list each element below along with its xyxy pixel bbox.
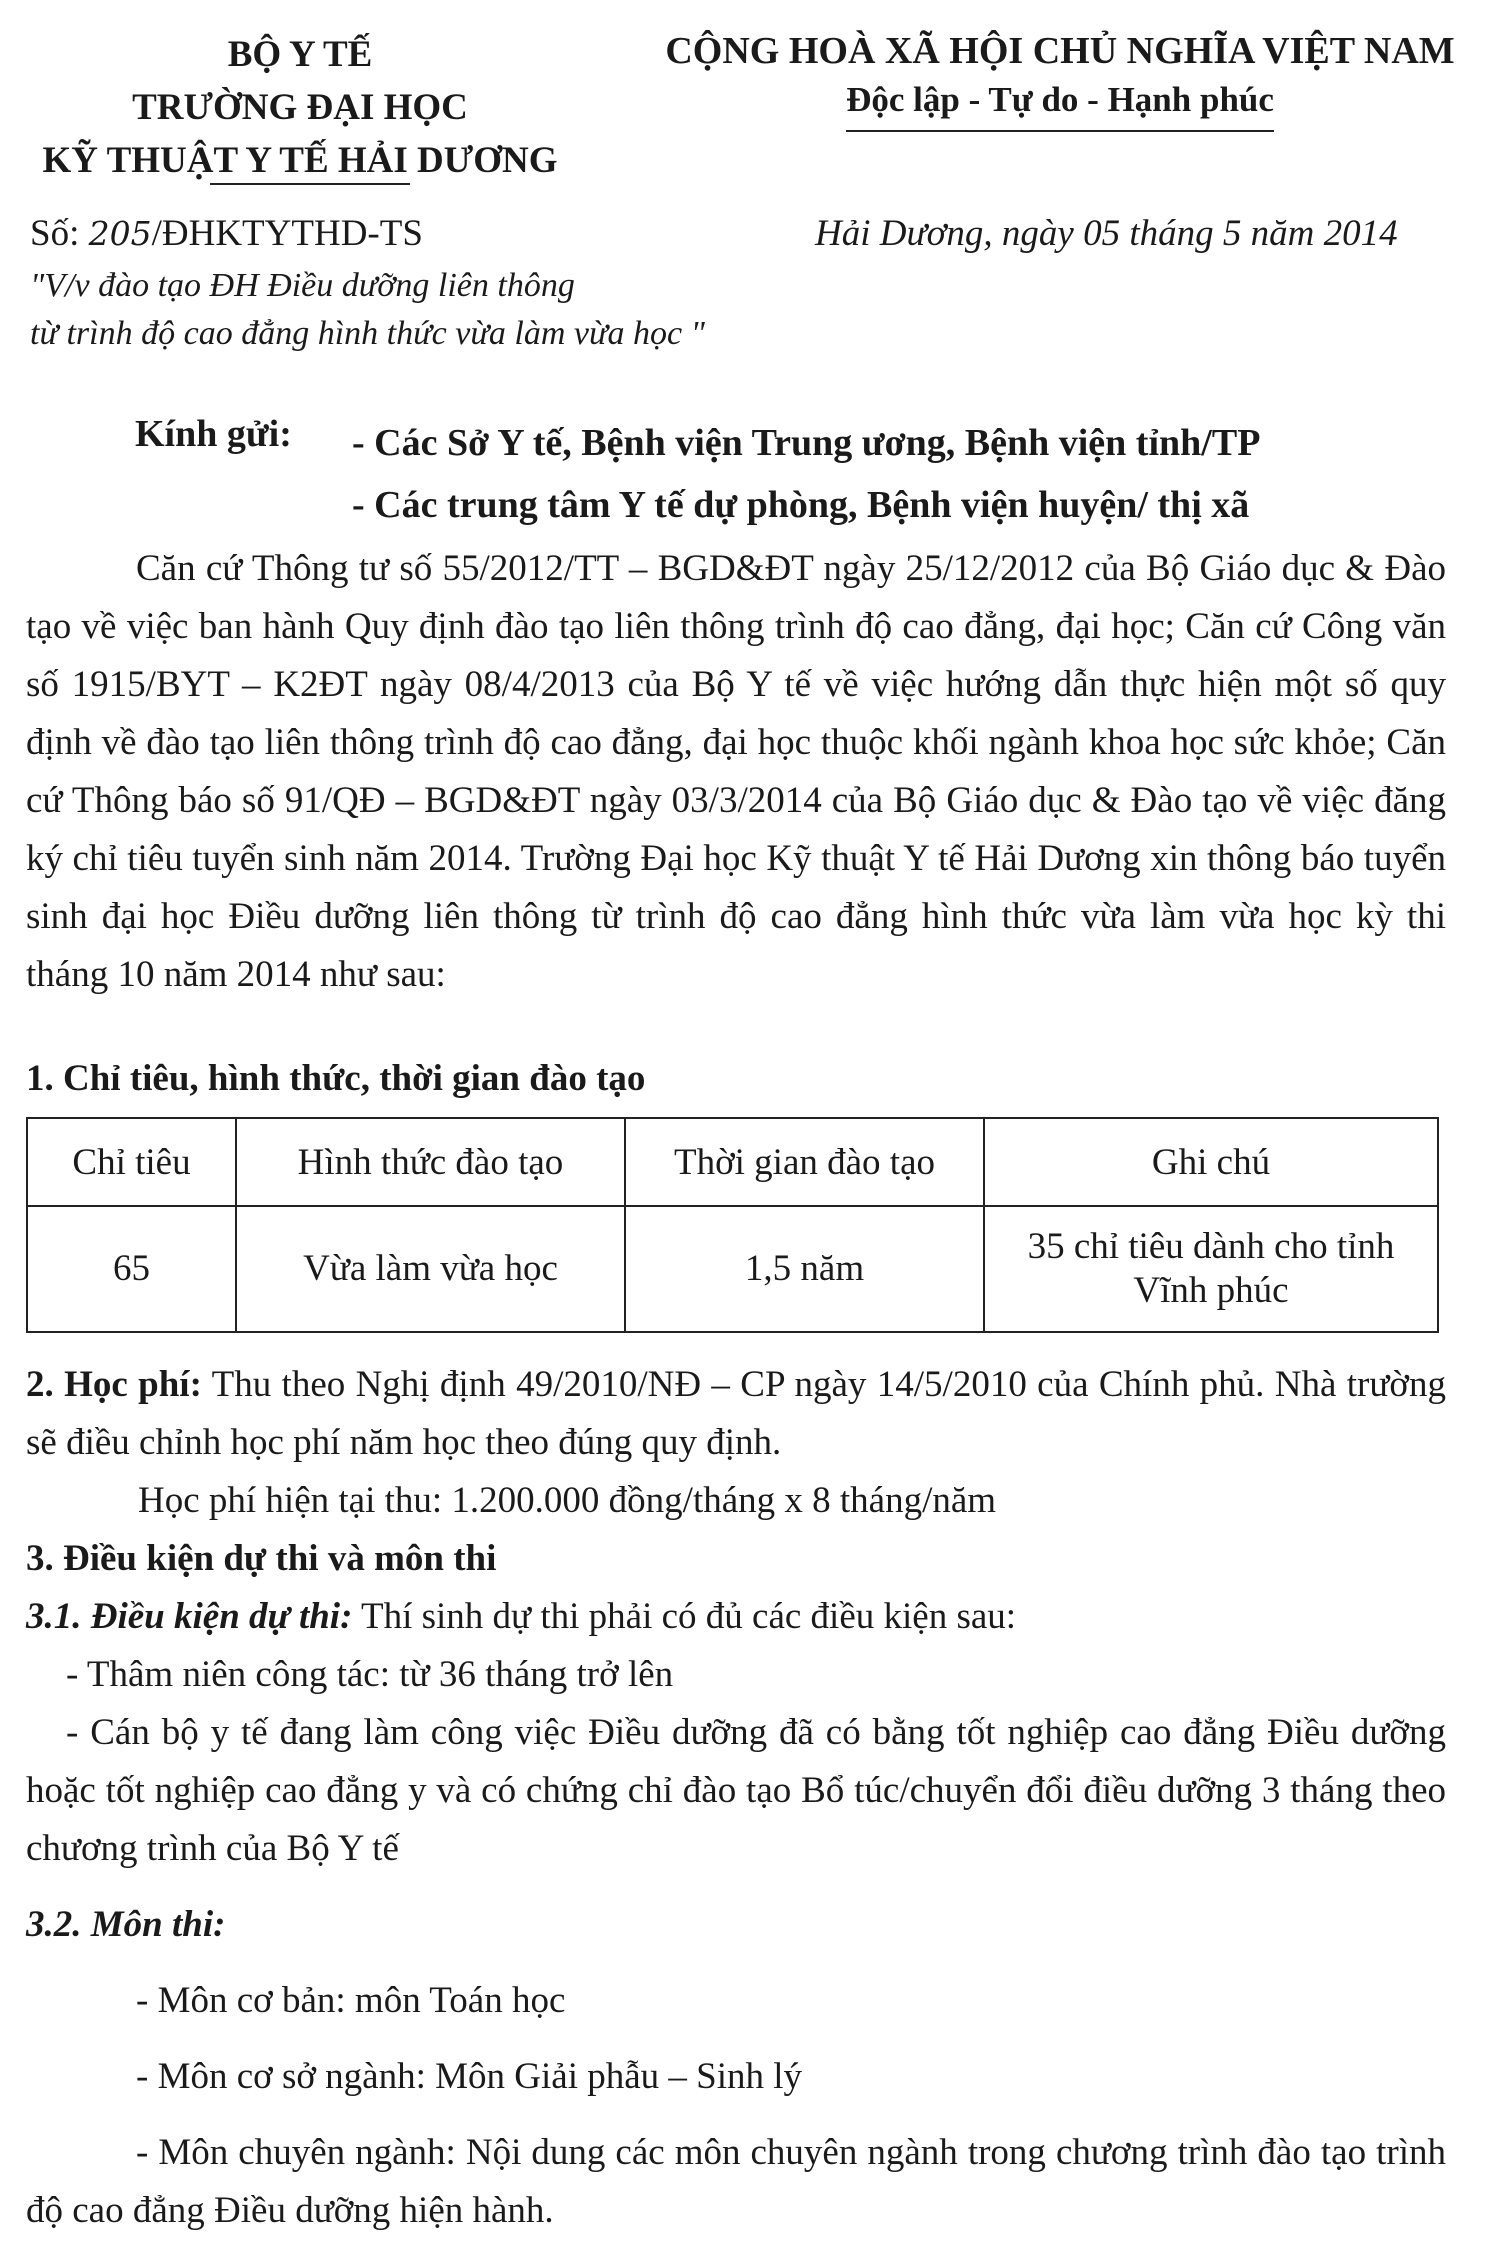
table-header-cell: Thời gian đào tạo [625, 1118, 984, 1206]
section-2-text: Thu theo Nghị định 49/2010/NĐ – CP ngày 14/5/2010 của Chính phủ. Nhà trường sẽ điều chỉnh học phí năm học theo đúng quy định. [26, 1364, 1446, 1463]
recipients-list [352, 412, 1260, 536]
intro-text: Căn cứ Thông tư số 55/2012/TT – BGD&ĐT ngày 25/12/2012 của Bộ Giáo dục & Đào tạo về việc ban hành Quy định đào tạo liên thông trình độ cao đẳng, đại học; Căn cứ Công văn số 1915/BYT – K2ĐT ngày 08/4/2013 của Bộ Y tế về việc hướng dẫn thực hiện một số quy định về đào tạo liên thông trình độ cao đẳng, đại học thuộc khối ngành khoa học sức khỏe; Căn cứ Thông báo số 91/QĐ – BGD&ĐT ngày 03/3/2014 của Bộ Giáo dục & Đào tạo về việc đăng ký chỉ tiêu tuyển sinh năm 2014. Trường Đại học Kỹ thuật Y tế Hải Dương xin thông báo tuyển sinh đại học Điều dưỡng liên thông từ trình độ cao đẳng hình thức vừa làm vừa học kỳ thi tháng 10 năm 2014 như sau: [26, 548, 1446, 995]
table-cell-form: Vừa làm vừa học [236, 1206, 625, 1332]
intro-paragraph [26, 540, 1446, 1004]
condition-item: - Cán bộ y tế đang làm công việc Điều dưỡng đã có bằng tốt nghiệp cao đẳng Điều dưỡng hoặc tốt nghiệp cao đẳng y và có chứng chỉ đào tạo Bổ túc/chuyển đổi điều dưỡng 3 tháng theo chương trình của Bộ Y tế [26, 1712, 1446, 1869]
handwritten-number: 205 [88, 214, 152, 253]
recipients-label: Kính gửi: [135, 413, 292, 455]
subject-line [30, 262, 705, 358]
subject-line-2: từ trình độ cao đẳng hình thức vừa làm vừa học " [30, 315, 705, 352]
table-header-cell: Chỉ tiêu [27, 1118, 236, 1206]
table-cell-duration: 1,5 năm [625, 1206, 984, 1332]
ministry-name: BỘ Y TẾ [227, 34, 373, 75]
note-line-2: Vĩnh phúc [1133, 1270, 1289, 1311]
document-number [30, 212, 423, 255]
school-name-line2: KỸ THUẬT Y TẾ HẢI DƯƠNG [42, 140, 558, 181]
subsection-3-1-text: Thí sinh dự thi phải có đủ các điều kiện sau: [352, 1596, 1017, 1637]
document-date: Hải Dương, ngày 05 tháng 5 năm 2014 [815, 213, 1398, 254]
table-cell-note [984, 1206, 1438, 1332]
exam-subject-item: - Môn cơ bản: môn Toán học [136, 1980, 566, 2021]
exam-subject-item: - Môn cơ sở ngành: Môn Giải phẫu – Sinh lý [136, 2056, 803, 2097]
number-code: /ĐHKTYTHD-TS [151, 213, 423, 254]
national-motto: Độc lập - Tự do - Hạnh phúc [846, 78, 1274, 132]
training-table [26, 1117, 1439, 1333]
table-header-cell: Ghi chú [984, 1118, 1438, 1206]
table-cell-quota: 65 [27, 1206, 236, 1332]
table-header-row [27, 1118, 1438, 1206]
exam-subject-item: - Môn chuyên ngành: Nội dung các môn chuyên ngành trong chương trình đào tạo trình độ cao đẳng Điều dưỡng hiện hành. [26, 2132, 1446, 2231]
note-line-1: 35 chỉ tiêu dành cho tỉnh [1027, 1226, 1395, 1267]
condition-item: - Thâm niên công tác: từ 36 tháng trở lên [66, 1654, 674, 1695]
national-header [640, 24, 1480, 132]
table-header-cell: Hình thức đào tạo [236, 1118, 625, 1206]
section-2-title: 2. Học phí: [26, 1364, 202, 1405]
header-divider [210, 183, 410, 185]
subsection-3-1-title: 3.1. Điều kiện dự thi: [26, 1596, 353, 1637]
section-2 [26, 1356, 1446, 1530]
section-3 [26, 1530, 1446, 2240]
current-fee: Học phí hiện tại thu: 1.200.000 đồng/tháng x 8 tháng/năm [138, 1480, 997, 1521]
nation-title: CỘNG HOÀ XÃ HỘI CHỦ NGHĨA VIỆT NAM [665, 30, 1455, 72]
school-name-line1: TRƯỜNG ĐẠI HỌC [132, 87, 468, 128]
subject-line-1: "V/v đào tạo ĐH Điều dưỡng liên thông [30, 267, 575, 304]
section-3-title: 3. Điều kiện dự thi và môn thi [26, 1538, 497, 1579]
recipient-item: - Các trung tâm Y tế dự phòng, Bệnh viện huyện/ thị xã [352, 484, 1250, 526]
section-1-title: 1. Chỉ tiêu, hình thức, thời gian đào tạo [26, 1058, 646, 1099]
recipient-item: - Các Sở Y tế, Bệnh viện Trung ương, Bệnh viện tỉnh/TP [352, 422, 1261, 464]
issuer-header [20, 28, 580, 187]
number-prefix: Số: [30, 213, 80, 254]
subsection-3-2-title: 3.2. Môn thi: [26, 1904, 226, 1945]
table-row [27, 1206, 1438, 1332]
